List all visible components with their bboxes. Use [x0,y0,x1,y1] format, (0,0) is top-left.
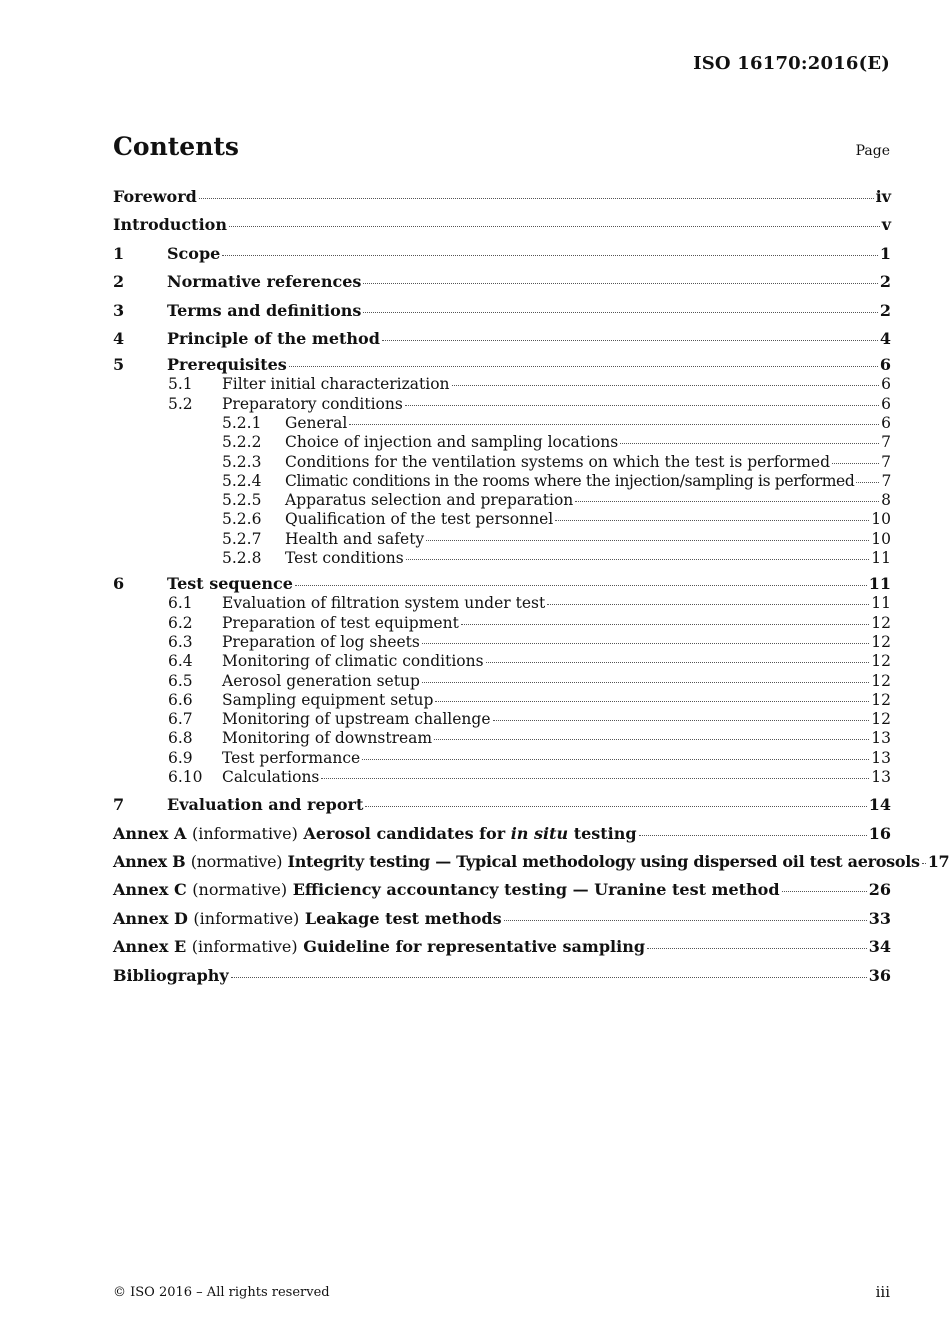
toc-page: 12 [871,613,891,632]
toc-title: Bibliography [113,965,229,985]
toc-leader [349,424,879,425]
toc-page: 6 [879,355,891,375]
toc-page: 12 [871,690,891,709]
toc-entry-annex-c[interactable] [113,878,891,906]
toc-leader [782,891,867,892]
toc-page: 33 [868,908,891,928]
toc-number: 5.2 [168,394,193,413]
toc-leader [229,226,880,227]
toc-number: 5.2.3 [222,452,262,471]
page-number: iii [875,1283,890,1301]
toc-number: 5.2.7 [222,529,262,548]
toc-page: 36 [868,965,891,985]
annex-title: Aerosol candidates for [303,823,506,843]
toc-number: 6.7 [168,710,193,729]
toc-leader [199,198,874,199]
toc-page: 17 [927,852,950,872]
annex-id: Annex E [113,937,187,957]
toc-number: 1 [113,243,125,263]
annex-kind: (normative) [190,852,283,872]
toc-entry-annex-a[interactable] [113,822,891,850]
toc-title: Test performance [222,748,361,767]
toc-number: 6.3 [168,632,193,651]
toc-entry-6-8[interactable] [113,729,891,748]
toc-number: 6.5 [168,671,193,690]
toc-page: 10 [871,529,891,548]
annex-title-end: testing [573,823,637,843]
toc-page: 13 [871,767,891,786]
toc-leader [620,443,879,444]
toc-page: 11 [871,549,891,568]
toc-page: 6 [881,375,891,394]
toc-number: 6 [113,574,125,594]
toc-page: 14 [868,795,891,815]
toc-title: Test sequence [167,574,293,594]
toc-entry-5-2-8[interactable] [113,549,891,568]
toc-number: 6.6 [168,690,193,709]
toc-page: 6 [881,394,891,413]
toc-leader [575,501,879,502]
toc-entry-annex-b[interactable] [113,850,950,878]
toc-page: 4 [879,328,891,348]
toc-entry-bibliography[interactable] [113,964,891,992]
toc-title: Terms and definitions [167,300,362,320]
toc-entry-6-10[interactable] [113,768,891,787]
toc-title: Apparatus selection and preparation [285,491,574,510]
contents-title: Contents [113,132,240,161]
toc-leader [295,585,867,586]
toc-number: 5 [113,355,125,375]
toc-page: 11 [871,594,891,613]
toc-page: 7 [881,471,891,490]
toc-number: 5.2.8 [222,549,262,568]
annex-title-italic: in situ [510,823,569,843]
toc-entry-clause-2[interactable] [113,270,891,298]
toc-leader [435,701,869,702]
toc-leader [222,255,878,256]
toc-entry-6-6[interactable] [113,691,891,710]
toc-number: 5.1 [168,375,193,394]
toc-title: Sampling equipment setup [222,690,434,709]
copyright-notice: © ISO 2016 – All rights reserved [113,1285,330,1300]
toc-title [113,850,920,874]
toc-page: 34 [868,937,891,957]
table-of-contents [113,185,950,992]
toc-entry-clause-3[interactable] [113,299,891,327]
toc-entry-6-2[interactable] [113,614,891,633]
toc-title: Preparation of log sheets [222,632,420,651]
toc-leader [832,463,879,464]
toc-leader [547,604,869,605]
annex-id: Annex D [113,908,188,928]
toc-entry-5-2-1[interactable] [113,414,891,433]
toc-title [113,878,780,902]
toc-leader [365,806,866,807]
toc-leader [461,624,869,625]
toc-number: 5.2.4 [222,471,262,490]
toc-title: Monitoring of upstream challenge [222,710,491,729]
toc-title: Aerosol generation setup [222,671,420,690]
toc-number: 7 [113,795,125,815]
toc-page: iv [875,187,891,206]
toc-title: Filter initial characterization [222,375,450,394]
annex-title: Integrity testing — Typical methodology using dispersed oil test aerosols [287,852,920,872]
toc-leader [922,863,926,864]
toc-title: Scope [167,243,221,263]
toc-entry-clause-4[interactable] [113,327,891,355]
annex-title: Efficiency accountancy testing — Uranine test method [292,880,780,900]
toc-title: Foreword [113,187,197,206]
toc-entry-clause-1[interactable] [113,242,891,270]
toc-entry-clause-7[interactable] [113,793,891,821]
toc-title [113,822,637,846]
toc-leader [452,385,880,386]
toc-number: 6.1 [168,594,193,613]
toc-leader [493,720,870,721]
toc-entry-introduction[interactable] [113,213,891,241]
toc-page: 8 [881,491,891,510]
toc-title: Prerequisites [167,355,287,375]
toc-entry-clause-5[interactable] [113,355,891,375]
annex-id: Annex A [113,823,187,843]
toc-entry-clause-6[interactable] [113,574,891,594]
toc-page: 7 [881,433,891,452]
toc-title: Normative references [167,272,362,292]
toc-leader [382,340,878,341]
toc-title: Climatic conditions in the rooms where the injection/sampling is performed [285,471,855,490]
toc-title: Monitoring of climatic conditions [222,652,484,671]
toc-number: 5.2.6 [222,510,262,529]
toc-leader [422,682,869,683]
toc-number: 2 [113,272,125,292]
toc-title: Evaluation and report [167,795,364,815]
toc-page: 26 [868,880,891,900]
toc-entry-5-1[interactable] [113,375,891,394]
toc-title: General [285,413,348,432]
page-column-label: Page [855,143,890,159]
toc-title [113,935,645,959]
annex-kind: (informative) [191,823,298,843]
toc-entry-annex-e[interactable] [113,935,891,963]
toc-title: Preparatory conditions [222,394,403,413]
toc-entry-foreword[interactable] [113,185,891,213]
toc-leader [362,759,869,760]
toc-number: 5.2.1 [222,413,262,432]
toc-entry-5-2-7[interactable] [113,530,891,549]
toc-entry-6-5[interactable] [113,672,891,691]
toc-page: 1 [879,243,891,263]
toc-entry-5-2-3[interactable] [113,453,891,472]
toc-number: 6.2 [168,613,193,632]
annex-id: Annex B [113,852,186,872]
toc-page: 2 [879,300,891,320]
annex-title: Leakage test methods [304,908,502,928]
toc-page: 6 [881,413,891,432]
toc-entry-5-2-5[interactable] [113,491,891,510]
toc-number: 5.2.5 [222,491,262,510]
toc-leader [504,920,867,921]
toc-title: Test conditions [285,549,404,568]
toc-page: 7 [881,452,891,471]
toc-page: 12 [871,710,891,729]
toc-leader [647,948,867,949]
toc-leader [289,366,878,367]
annex-kind: (informative) [191,937,298,957]
toc-leader [422,643,869,644]
toc-leader [426,540,869,541]
toc-leader [405,405,879,406]
toc-title: Introduction [113,215,227,235]
toc-number: 4 [113,328,125,348]
toc-entry-6-4[interactable] [113,652,891,671]
toc-number: 3 [113,300,125,320]
toc-leader [486,662,870,663]
annex-kind: (informative) [193,908,300,928]
toc-entry-5-2[interactable] [113,395,891,414]
annex-title: Guideline for representative sampling [303,937,646,957]
toc-leader [363,283,877,284]
toc-title: Conditions for the ventilation systems on which the test is performed [285,452,830,471]
toc-entry-6-9[interactable] [113,749,891,768]
toc-title: Preparation of test equipment [222,613,459,632]
toc-number: 6.9 [168,748,193,767]
toc-title: Principle of the method [167,328,380,348]
toc-title: Monitoring of downstream [222,729,433,748]
toc-page: 12 [871,632,891,651]
toc-title [113,907,502,931]
toc-leader [363,312,877,313]
toc-page: 12 [871,652,891,671]
toc-entry-annex-d[interactable] [113,907,891,935]
toc-title: Qualification of the test personnel [285,510,554,529]
toc-number: 6.10 [168,767,203,786]
standard-id: ISO 16170:2016(E) [693,53,890,74]
toc-title: Calculations [222,767,320,786]
toc-entry-5-2-2[interactable] [113,433,891,452]
toc-page: 13 [871,729,891,748]
toc-page: v [881,215,891,235]
toc-entry-6-3[interactable] [113,633,891,652]
toc-title: Choice of injection and sampling locations [285,433,619,452]
toc-entry-5-2-6[interactable] [113,510,891,529]
toc-page: 10 [871,510,891,529]
toc-entry-6-1[interactable] [113,594,891,613]
toc-leader [555,520,869,521]
toc-leader [321,778,869,779]
toc-entry-5-2-4[interactable] [113,472,891,491]
toc-leader [231,977,867,978]
toc-leader [639,835,867,836]
toc-page: 16 [868,823,891,843]
toc-page: 11 [868,574,891,594]
toc-title: Evaluation of filtration system under test [222,594,546,613]
toc-page: 2 [879,272,891,292]
toc-leader [434,739,869,740]
toc-title: Health and safety [285,529,425,548]
toc-leader [406,559,870,560]
annex-kind: (normative) [192,880,288,900]
toc-page: 12 [871,671,891,690]
toc-number: 6.8 [168,729,193,748]
toc-leader [856,482,879,483]
toc-number: 5.2.2 [222,433,262,452]
toc-entry-6-7[interactable] [113,710,891,729]
toc-number: 6.4 [168,652,193,671]
toc-page: 13 [871,748,891,767]
annex-id: Annex C [113,880,187,900]
